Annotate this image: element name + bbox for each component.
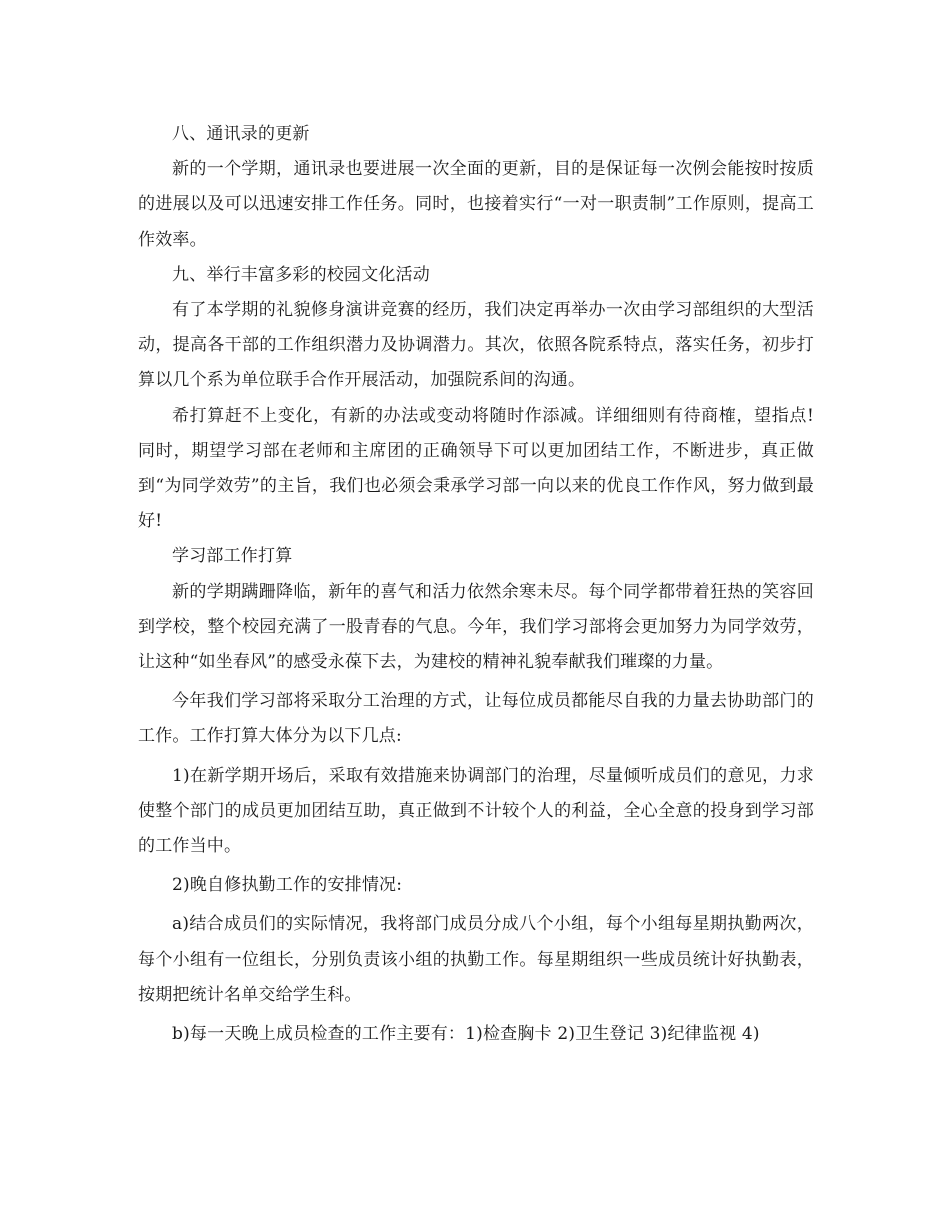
paragraph-address-book: 新的一个学期，通讯录也要进展一次全面的更新，目的是保证每一次例会能按时按质的进展以及可以迅速安排工作任务。同时，也接着实行“一对一职责制”工作原则，提高工作效率。 (138, 159, 814, 250)
paragraph-new-semester: 新的学期蹒跚降临，新年的喜气和活力依然余寒未尽。每个同学都带着狂热的笑容回到学校，整个校园充满了一股青春的气息。今年，我们学习部将会更加努力为同学效劳，让这种“如坐春风”的感受永葆下去，为建校的精神礼貌奉献我们璀璨的力量。 (138, 581, 814, 673)
paragraph-division-of-labor: 今年我们学习部将采取分工治理的方式，让每位成员都能尽自我的力量去协助部门的工作。工作打算大体分为以下几点: (138, 691, 814, 747)
document-body (138, 117, 814, 1052)
paragraph-point-1: 1)在新学期开场后，采取有效措施来协调部门的治理，尽量倾听成员们的意见，力求使整个部门的成员更加团结互助，真正做到不计较个人的利益，全心全意的投身到学习部的工作当中。 (138, 765, 814, 857)
paragraph-closing-remarks: 希打算赶不上变化，有新的办法或变动将随时作添减。详细细则有待商榷，望指点!同时，期望学习部在老师和主席团的正确领导下可以更加团结工作，不断进步，真正做到“为同学效劳”的主旨，我们也必须会秉承学习部一向以来的优良工作作风，努力做到最好! (138, 405, 814, 532)
paragraph-point-2b: b)每一天晚上成员检查的工作主要有：1)检查胸卡 2)卫生登记 3)纪律监视 4) (172, 1024, 760, 1045)
paragraph-campus-activities: 有了本学期的礼貌修身演讲竞赛的经历，我们决定再举办一次由学习部组织的大型活动，提高各干部的工作组织潜力及协调潜力。其次，依照各院系特点，落实任务，初步打算以几个系为单位联手合作开展活动，加强院系间的沟通。 (138, 300, 814, 391)
paragraph-point-2: 2)晚自修执勤工作的安排情况: (172, 875, 403, 896)
section-heading-address-book: 八、通讯录的更新 (172, 124, 310, 144)
paragraph-point-2a: a)结合成员们的实际情况，我将部门成员分成八个小组，每个小组每星期执勤两次，每个小组有一位组长，分别负责该小组的执勤工作。每星期组织一些成员统计好执勤表，按期把统计名单交给学生科。 (138, 914, 814, 1005)
section-heading-campus-activities: 九、举行丰富多彩的校园文化活动 (172, 264, 430, 285)
document-subtitle-work-plan: 学习部工作打算 (172, 546, 293, 567)
